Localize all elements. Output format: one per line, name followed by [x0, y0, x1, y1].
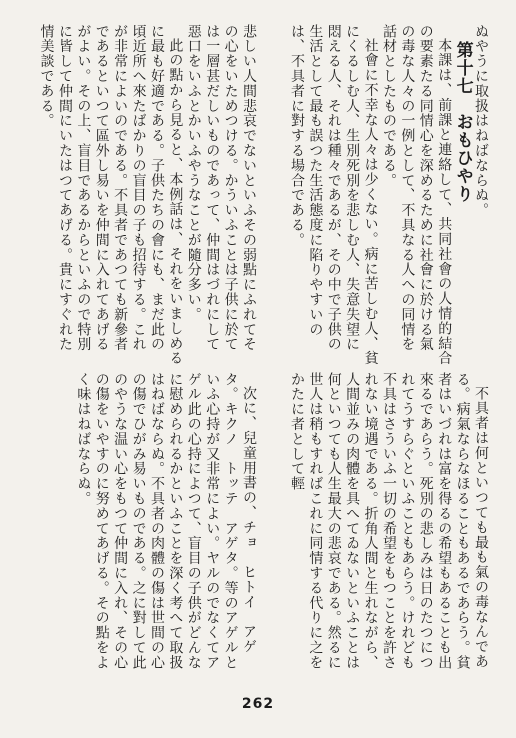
paragraph: 悲しい人間悲哀でないといふその弱點にふれてその心をいためつける。かういふことは子供に於ては一層甚だしいものであって、仲間はづれにして惡口をいふとかいふやうなことが隨分多い。: [185, 24, 257, 352]
paragraph: 社會に不幸な人々は少くない。病に苦しむ人、貧にくるしむ人、生別死別を悲しむ人、失意失望に悶える人、それは種々であるが、その中で子供の生活として最も誤つた生活態度に陷りやすいのは、不具者に對する場合である。: [288, 24, 379, 366]
text-column-left-upper: [36, 24, 258, 366]
text-line: ぬやうに取扱はねばならぬ。: [473, 24, 489, 218]
text-column-left-lower: [36, 372, 258, 678]
section-heading-17: 第十七 おもひやり: [452, 41, 473, 203]
paragraph: 此の點から見ると、本例話は、それをいましめるに最も好適である。子供たちの會にも、まだ此の頃近所へ來たばかりの盲目の子も招待する。これが非常によいのである。不具者であつても新參者であるといつて區外し易いを仲間に入れてあげるがよい。その上、盲目であるからといふので特別に皆して仲間にいたはつてあげる。貴にすぐれた情美談である。: [38, 24, 184, 366]
text-column-right-upper: [270, 24, 490, 366]
page-number: 262: [241, 696, 275, 712]
text-column-right-lower: [270, 372, 490, 678]
paragraph: 次に、兒童用書の、チョ ヒトイ アゲタ。キクノ トッテ アゲタ。等のアゲルといふ心持が又非常によい。ヤルのでなくてアゲル此の心持によつて、盲目の子供がどんなに慰められるかといふことを深く考へて取扱はねばならぬ。不具者の肉體の傷は世間の心の傷でひがみ易いものである。之に對して此のやうな温い心をもつて仲間に入れ、その心の傷をいやすのに努めてあげる。その點をよく味はねばならぬ。: [75, 372, 257, 670]
paragraph: 不具者は何といつても最も氣の毒なんである。病氣ならなほることもあるであらう。貧者はいづれは富を得るの希望もあることも出來るであらう。死別の悲しみは日のたつにつれてうすらぐといふこともあらう。けれども不具はさういふ一切の希望をもつことを許されない境遇である。折角人間と生れながら、人間並みの肉體を具へてゐないといふことは何といつても人生最大の悲哀である。然るに世人は稍もすればこれに同情する代りに之をかたに者として輕: [288, 372, 489, 670]
paragraph: 本課は、前課と連絡して、共同社會の人情的結合の要素たる同情心を深めるために社會に於ける氣の毒な人々の一例として、不具なる人への同情を話材としたものである。: [380, 24, 453, 366]
